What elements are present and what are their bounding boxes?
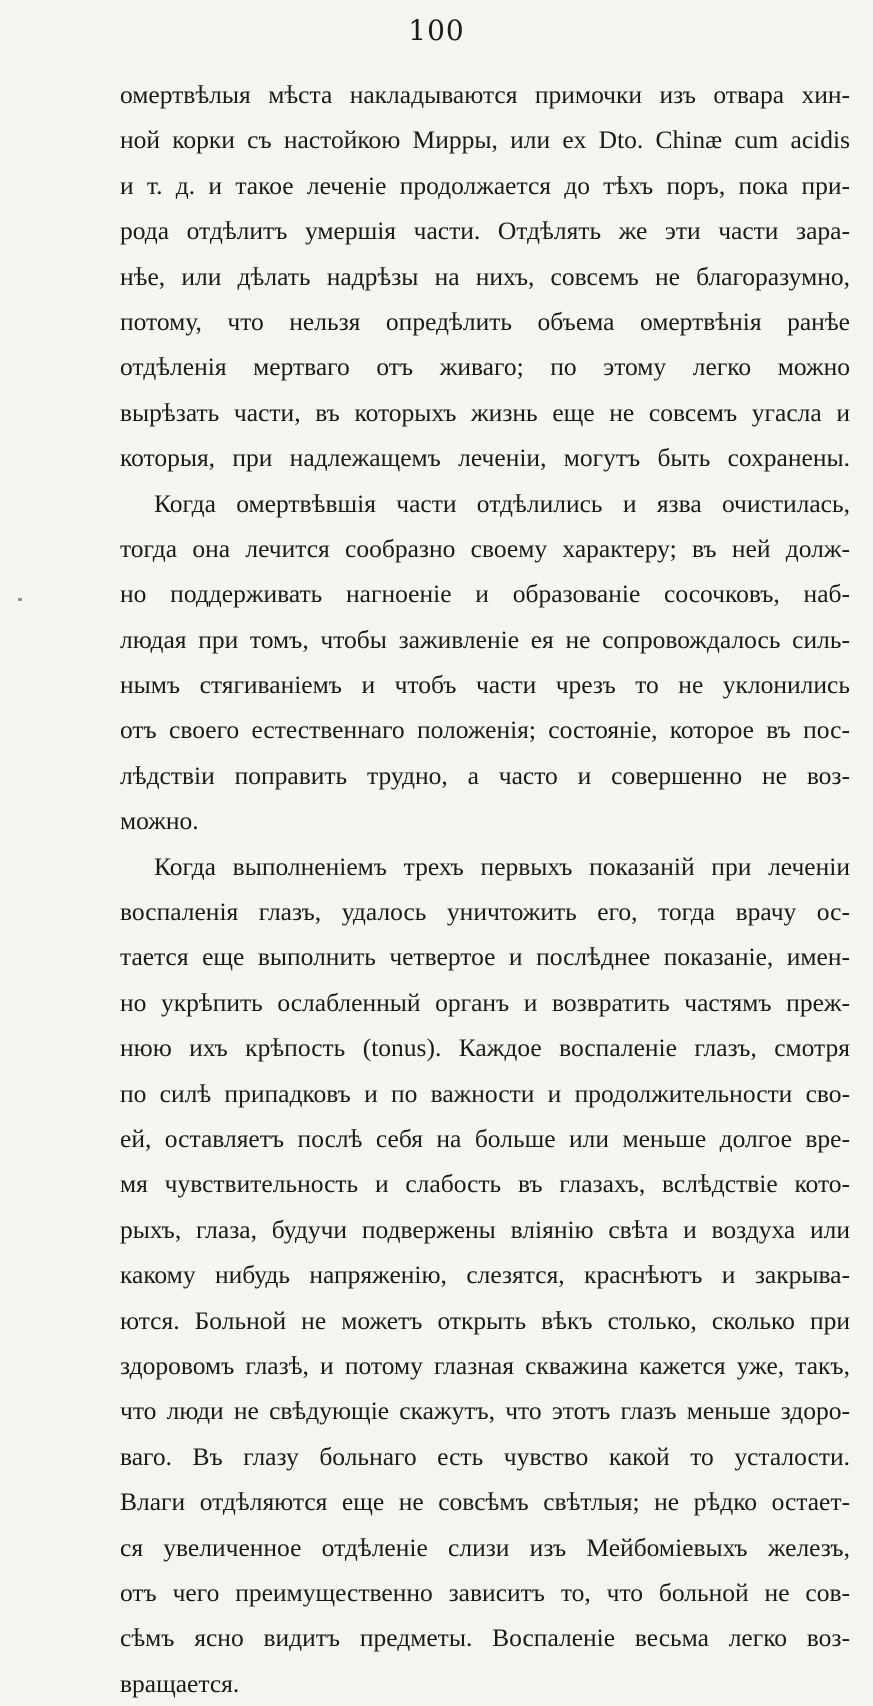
text-line: лѣдствіи поправить трудно, а часто и совершенно не воз- <box>120 760 850 790</box>
text-line: ной корки съ настойкою Мирры, или ex Dto. Chinæ cum acidis <box>120 125 850 155</box>
text-line: здоровомъ глазѣ, и потому глазная скважина кажется уже, такъ, <box>120 1350 850 1380</box>
text-line: отдѣленія мертваго отъ живаго; по этому легко можно <box>120 352 850 382</box>
text-line: рыхъ, глаза, будучи подвержены вліянію свѣта и воздуха или <box>120 1214 850 1244</box>
text-line: тается еще выполнить четвертое и послѣднее показаніе, имен- <box>120 942 850 972</box>
text-line: людая при томъ, чтобы заживленіе ея не сопровождалось силь- <box>120 624 850 654</box>
text-line: омертвѣлыя мѣста накладываются примочки изъ отвара хин- <box>120 80 850 109</box>
text-line: ваго. Въ глазу больнаго есть чувство какой то усталости. <box>120 1441 850 1471</box>
text-line: но укрѣпить ослабленный органъ и возвратить частямъ преж- <box>120 987 850 1017</box>
text-line: тогда она лечится сообразно своему характеру; въ ней долж- <box>120 533 850 563</box>
text-line: ся увеличенное отдѣленіе слизи изъ Мейбоміевыхъ железъ, <box>120 1532 850 1562</box>
text-line: рода отдѣлитъ умершія части. Отдѣлять же эти части зара- <box>120 216 850 246</box>
text-line: отъ своего естественнаго положенія; состояніе, которое въ пос- <box>120 715 850 745</box>
text-line: по силѣ припадковъ и по важности и продолжительности сво- <box>120 1078 850 1108</box>
text-line: Влаги отдѣляются еще не совсѣмъ свѣтлыя; не рѣдко остает- <box>120 1487 850 1517</box>
text-line: можно. <box>120 806 199 836</box>
text-line: сѣмъ ясно видитъ предметы. Воспаленіе весьма легко воз- <box>120 1623 850 1653</box>
text-line: воспаленія глазъ, удалось уничтожить его, тогда врачу ос- <box>120 897 850 927</box>
text-line: ются. Больной не можетъ открыть вѣкъ столько, сколько при <box>120 1305 850 1335</box>
text-line: которыя, при надлежащемъ леченіи, могутъ быть сохранены. <box>120 443 850 473</box>
text-line: какому нибудь напряженію, слезятся, краснѣютъ и закрыва- <box>120 1260 850 1290</box>
text-line: отъ чего преимущественно зависитъ то, что больной не сов- <box>120 1577 850 1607</box>
text-line: что люди не свѣдующіе скажутъ, что этотъ глазъ меньше здоро- <box>120 1396 850 1426</box>
text-line: Когда омертвѣвшія части отдѣлились и язва очистилась, <box>154 488 850 518</box>
page-number: 100 <box>408 14 465 47</box>
text-line: вращается. <box>120 1668 240 1698</box>
text-line: нымъ стягиваніемъ и чтобъ части чрезъ то не уклонились <box>120 670 850 700</box>
page-text <box>120 72 850 1706</box>
text-line: ей, оставляетъ послѣ себя на больше или меньше долгое вре- <box>120 1123 850 1153</box>
text-line: мя чувствительность и слабость въ глазахъ, вслѣдствіе кото- <box>120 1169 850 1199</box>
text-line: потому, что нельзя опредѣлить объема омертвѣнія ранѣе <box>120 306 850 336</box>
text-line: Когда выполненіемъ трехъ первыхъ показаній при леченіи <box>154 851 850 881</box>
margin-mark <box>18 598 22 601</box>
text-line: вырѣзать части, въ которыхъ жизнь еще не совсемъ угасла и <box>120 397 850 427</box>
text-line: нѣе, или дѣлать надрѣзы на нихъ, совсемъ не благоразумно, <box>120 261 850 291</box>
text-line: но поддерживать нагноеніе и образованіе сосочковъ, наб- <box>120 579 850 609</box>
text-line: нюю ихъ крѣпость (tonus). Каждое воспаленіе глазъ, смотря <box>120 1033 850 1063</box>
text-line: и т. д. и такое леченіе продолжается до тѣхъ поръ, пока при- <box>120 170 850 200</box>
